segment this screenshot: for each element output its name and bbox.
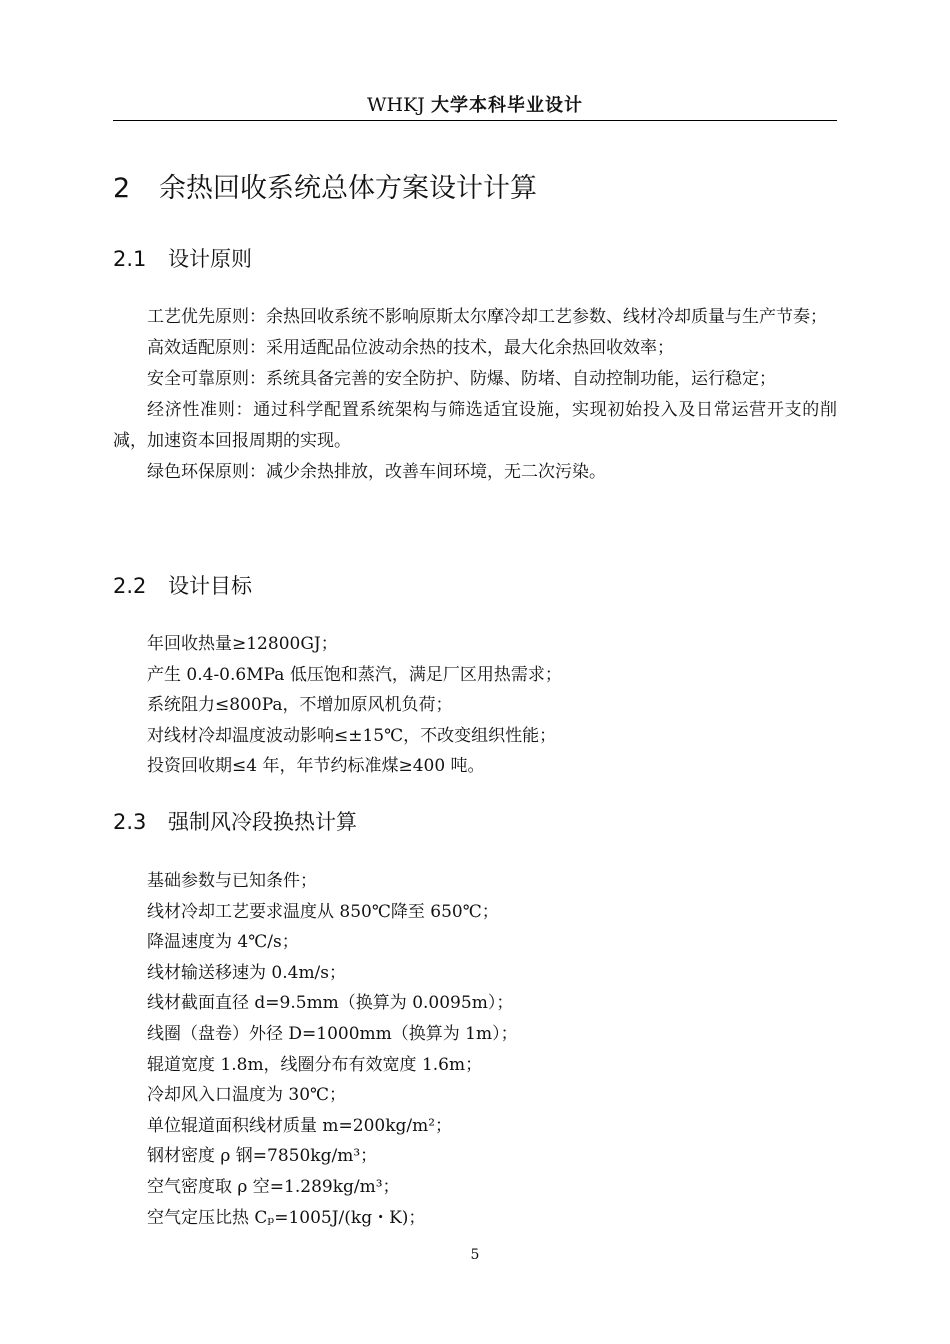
page-header bbox=[113, 92, 837, 121]
list-item: 年回收热量≥12800GJ； bbox=[147, 634, 338, 654]
list-item: 投资回收期≤4 年，年节约标准煤≥400 吨。 bbox=[147, 756, 485, 777]
paragraph: 安全可靠原则：系统具备完善的安全防护、防爆、防堵、自动控制功能，运行稳定； bbox=[147, 369, 776, 389]
paragraph: 经济性准则：通过科学配置系统架构与筛选适宜设施，实现初始投入及日常运营开支的削减，加速资本回报周期的实现。 bbox=[113, 400, 837, 451]
list-item: 空气密度取 ρ 空=1.289kg/m³； bbox=[147, 1176, 400, 1197]
section-heading-2-3 bbox=[113, 807, 357, 837]
list-item: 基础参数与已知条件； bbox=[147, 871, 317, 891]
paragraph: 工艺优先原则：余热回收系统不影响原斯太尔摩冷却工艺参数、线材冷却质量与生产节奏； bbox=[147, 307, 827, 327]
paragraph: 绿色环保原则：减少余热排放，改善车间环境，无二次污染。 bbox=[147, 462, 606, 482]
chapter-number: 2 bbox=[113, 173, 131, 204]
list-item: 线圈（盘卷）外径 D=1000mm（换算为 1m）； bbox=[147, 1023, 518, 1044]
header-prefix: WHKJ bbox=[367, 94, 425, 116]
section-heading-2-2 bbox=[113, 571, 252, 601]
list-item: 线材输送移速为 0.4m/s； bbox=[147, 962, 347, 983]
chapter-title: 余热回收系统总体方案设计计算 bbox=[159, 173, 537, 204]
list-item: 系统阻力≤800Pa，不增加原风机负荷； bbox=[147, 695, 453, 716]
list-item: 单位辊道面积线材质量 m=200kg/m²； bbox=[147, 1115, 453, 1136]
list-item: 辊道宽度 1.8m，线圈分布有效宽度 1.6m； bbox=[147, 1054, 483, 1075]
section-title: 强制风冷段换热计算 bbox=[168, 810, 357, 834]
list-item: 产生 0.4-0.6MPa 低压饱和蒸汽，满足厂区用热需求； bbox=[147, 664, 562, 685]
list-item: 钢材密度 ρ 钢=7850kg/m³； bbox=[147, 1146, 378, 1167]
list-item: 降温速度为 4℃/s； bbox=[147, 932, 299, 953]
paragraph: 高效适配原则：采用适配品位波动余热的技术，最大化余热回收效率； bbox=[147, 338, 674, 358]
section-number: 2.3 bbox=[113, 810, 147, 834]
list-item: 对线材冷却温度波动影响≤±15℃，不改变组织性能； bbox=[147, 725, 557, 746]
design-goals-list bbox=[147, 629, 837, 782]
section-heading-2-1 bbox=[113, 244, 252, 274]
list-item: 冷却风入口温度为 30℃； bbox=[147, 1085, 347, 1106]
section-title: 设计目标 bbox=[168, 574, 252, 598]
design-principles bbox=[113, 302, 837, 488]
section-number: 2.2 bbox=[113, 574, 147, 598]
page-number: 5 bbox=[470, 1247, 480, 1263]
list-item: 线材冷却工艺要求温度从 850℃降至 650℃； bbox=[147, 901, 499, 922]
section-number: 2.1 bbox=[113, 247, 147, 271]
list-item: 空气定压比热 Cₚ=1005J/(kg・K)； bbox=[147, 1207, 426, 1228]
parameters-list bbox=[147, 866, 837, 1233]
chapter-heading bbox=[113, 171, 537, 207]
header-title: 大学本科毕业设计 bbox=[430, 95, 583, 116]
section-title: 设计原则 bbox=[168, 247, 252, 271]
list-item: 线材截面直径 d=9.5mm（换算为 0.0095m）； bbox=[147, 993, 514, 1014]
